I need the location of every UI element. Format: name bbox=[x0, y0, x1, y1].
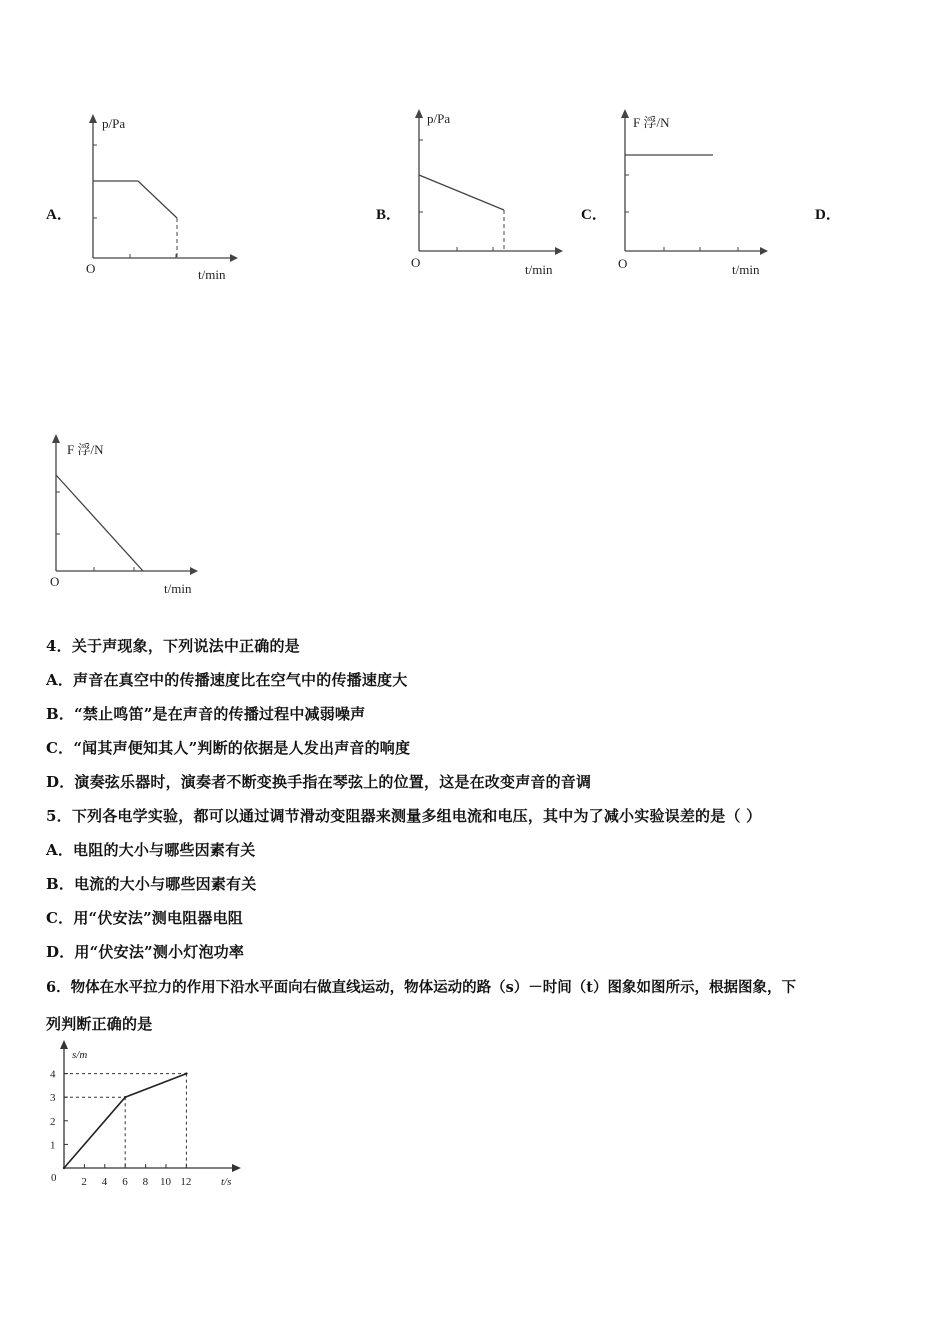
x-axis-label: t/min bbox=[198, 267, 226, 282]
graph-option-c bbox=[612, 105, 777, 280]
x-tick-label: 6 bbox=[122, 1176, 128, 1188]
origin-label: O bbox=[411, 255, 421, 270]
origin-label: O bbox=[618, 256, 628, 271]
q4-option-c: C．“闻其声便知其人”判断的依据是人发出声音的响度 bbox=[46, 739, 411, 757]
option-b-label: B． bbox=[376, 207, 402, 223]
y-axis-arrow bbox=[60, 1040, 68, 1049]
option-c-label: C． bbox=[581, 207, 607, 223]
y-axis-label: F 浮/N bbox=[633, 115, 670, 130]
option-d-label: D． bbox=[815, 207, 841, 223]
x-tick-label: 8 bbox=[142, 1176, 149, 1188]
data-point bbox=[124, 1096, 126, 1098]
q6-stem-line2: 列判断正确的是 bbox=[46, 1015, 153, 1033]
x-axis-arrow bbox=[230, 254, 238, 262]
origin-label: 0 bbox=[51, 1172, 57, 1184]
y-tick-label: 2 bbox=[50, 1115, 56, 1128]
y-tick-label: 4 bbox=[50, 1068, 56, 1081]
pressure-line bbox=[93, 181, 177, 218]
st-chart bbox=[40, 1040, 250, 1195]
q6-stem-line1: 6．物体在水平拉力的作用下沿水平面向右做直线运动，物体运动的路（s）－时间（t）图象如图所示，根据图象，下 bbox=[46, 979, 796, 996]
q5-option-c: C．用“伏安法”测电阻器电阻 bbox=[46, 909, 243, 927]
graph-option-d bbox=[42, 430, 207, 605]
y-axis-label: p/Pa bbox=[427, 111, 451, 126]
q4-option-d: D．演奏弦乐器时，演奏者不断变换手指在琴弦上的位置，这是在改变声音的音调 bbox=[46, 773, 592, 791]
q4-option-a: A．声音在真空中的传播速度比在空气中的传播速度大 bbox=[46, 671, 408, 689]
x-axis-label: t/min bbox=[732, 262, 760, 277]
q4-option-b: B．“禁止鸣笛”是在声音的传播过程中减弱噪声 bbox=[46, 705, 366, 723]
x-axis-label: t/min bbox=[164, 581, 192, 596]
x-tick-label: 2 bbox=[81, 1176, 87, 1188]
data-point bbox=[185, 1072, 187, 1074]
y-axis-label: F 浮/N bbox=[67, 442, 104, 457]
option-a-label: A． bbox=[46, 207, 72, 223]
x-tick-label: 10 bbox=[160, 1176, 171, 1188]
q5-stem: 5．下列各电学实验，都可以通过调节滑动变阻器来测量多组电流和电压，其中为了减小实验误差的是（ ） bbox=[46, 807, 762, 825]
x-axis-arrow bbox=[232, 1164, 241, 1172]
y-tick-label: 3 bbox=[50, 1092, 56, 1105]
x-axis-label: t/s bbox=[221, 1176, 232, 1188]
origin-label: O bbox=[50, 574, 60, 589]
graph-option-b bbox=[405, 105, 570, 280]
q4-stem: 4．关于声现象，下列说法中正确的是 bbox=[46, 637, 300, 655]
q5-option-a: A．电阻的大小与哪些因素有关 bbox=[46, 841, 256, 859]
x-axis-label: t/min bbox=[525, 262, 553, 277]
q5-option-b: B．电流的大小与哪些因素有关 bbox=[46, 875, 257, 893]
x-tick-label: 12 bbox=[180, 1176, 192, 1188]
y-axis-label: s/m bbox=[72, 1049, 88, 1061]
data-point bbox=[63, 1167, 65, 1169]
y-tick-label: 1 bbox=[50, 1139, 56, 1152]
q5-option-d: D．用“伏安法”测小灯泡功率 bbox=[46, 943, 245, 961]
origin-label: O bbox=[86, 261, 96, 276]
graph-option-a bbox=[80, 110, 240, 285]
y-axis-label: p/Pa bbox=[102, 116, 126, 131]
y-axis-arrow bbox=[89, 114, 97, 123]
x-tick-label: 4 bbox=[101, 1176, 108, 1188]
